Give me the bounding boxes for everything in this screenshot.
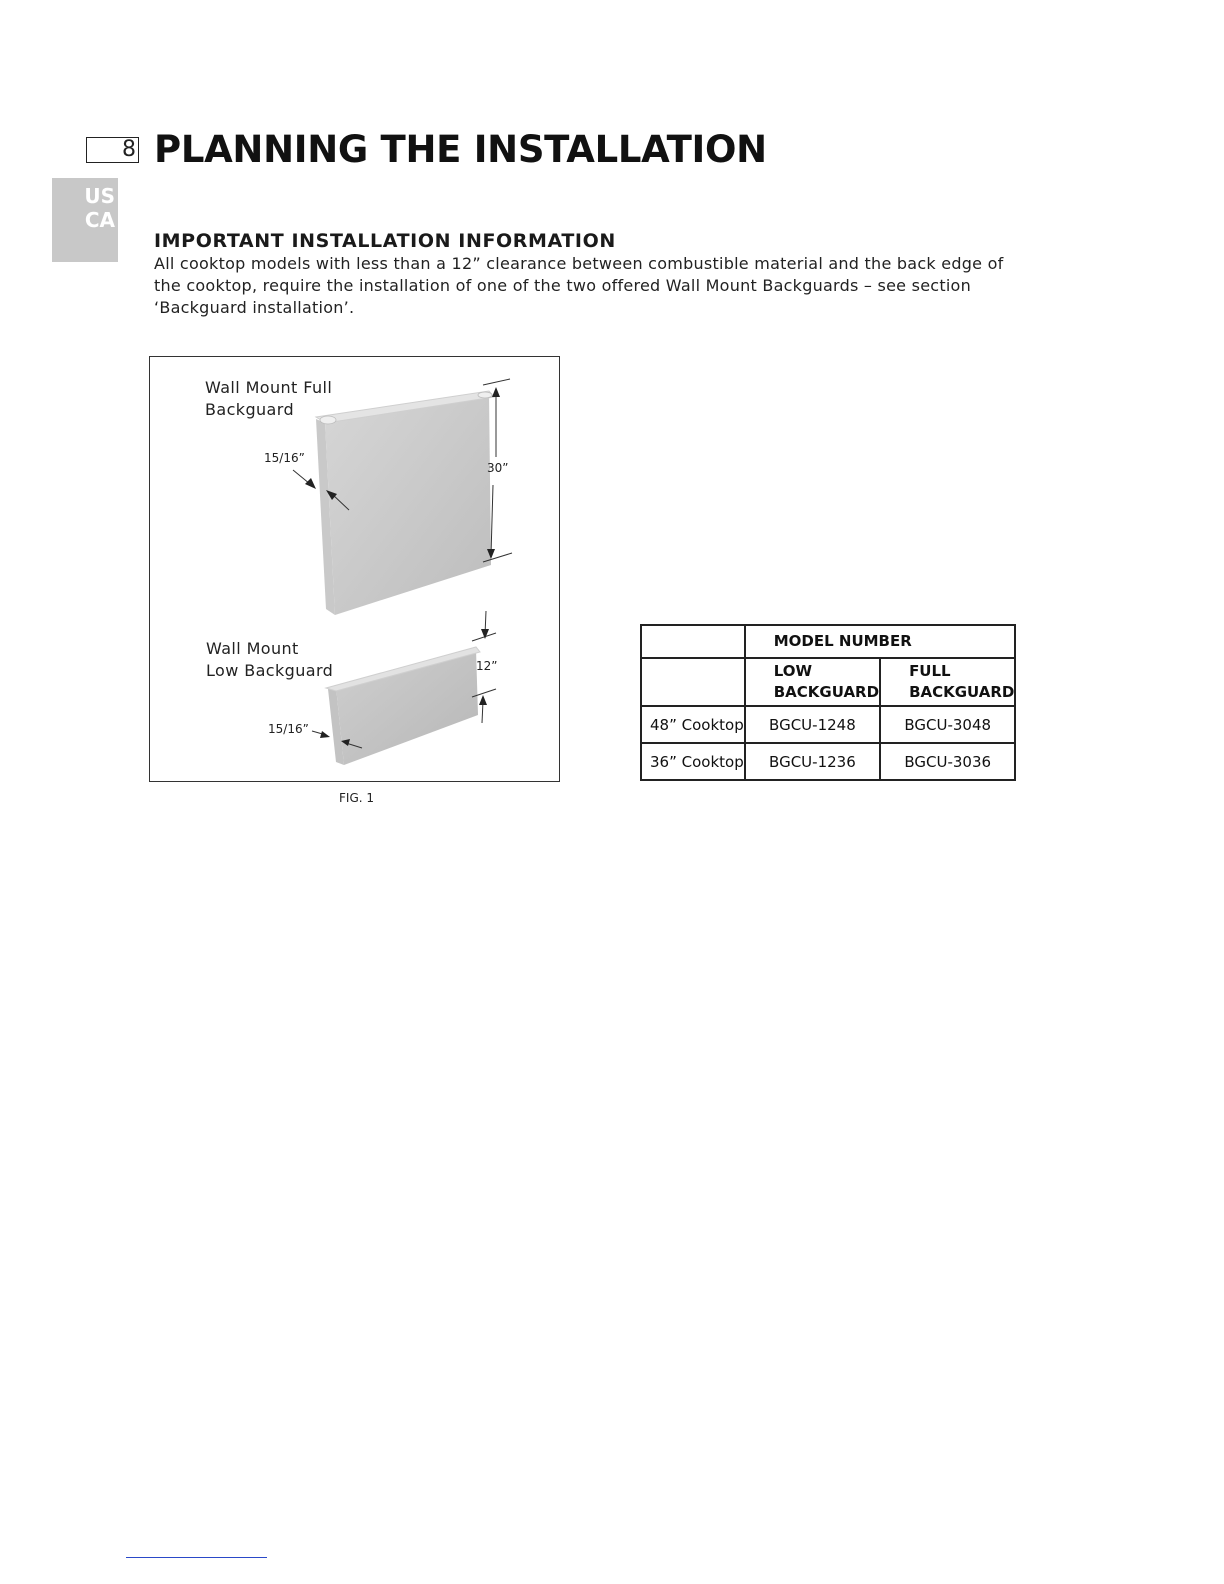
full-model: BGCU-3048 [880,706,1015,743]
table-empty-cell [641,625,745,658]
low-height-label: 12” [476,659,498,673]
region-tab [52,178,118,262]
full-backguard-panel [325,393,491,615]
region-us: US [84,184,115,208]
model-number-table [640,624,1016,781]
table-header-row [641,625,1015,658]
section-body: All cooktop models with less than a 12” clearance between combustible material and the back edge of the cooktop, require the installation of one of the two offered Wall Mount Backguards – see section ‘Backguard installation’. [154,254,1004,317]
section-heading: IMPORTANT INSTALLATION INFORMATION [154,230,616,252]
full-backguard-column: FULL BACKGUARD [880,658,1015,706]
table-row [641,743,1015,780]
table-empty-cell [641,658,745,706]
low-depth-label: 15/16” [268,722,309,736]
region-ca: CA [84,208,115,232]
full-backguard-label: Wall Mount Full Backguard [205,378,333,419]
table-row [641,706,1015,743]
page-number: 8 [86,137,139,163]
footer-rule [126,1557,267,1558]
figure-caption: FIG. 1 [339,791,375,805]
cooktop-size: 36” Cooktop [641,743,745,780]
low-model: BGCU-1248 [745,706,880,743]
full-depth-label: 15/16” [264,451,305,465]
backguard-figure [149,356,560,782]
model-number-header: MODEL NUMBER [745,625,1016,658]
low-backguard-column: LOW BACKGUARD [745,658,880,706]
full-model: BGCU-3036 [880,743,1015,780]
full-height-label: 30” [487,461,509,475]
page-title: PLANNING THE INSTALLATION [154,128,767,171]
table-subheader-row [641,658,1015,706]
low-model: BGCU-1236 [745,743,880,780]
low-backguard-label: Wall Mount Low Backguard [206,639,334,680]
cooktop-size: 48” Cooktop [641,706,745,743]
